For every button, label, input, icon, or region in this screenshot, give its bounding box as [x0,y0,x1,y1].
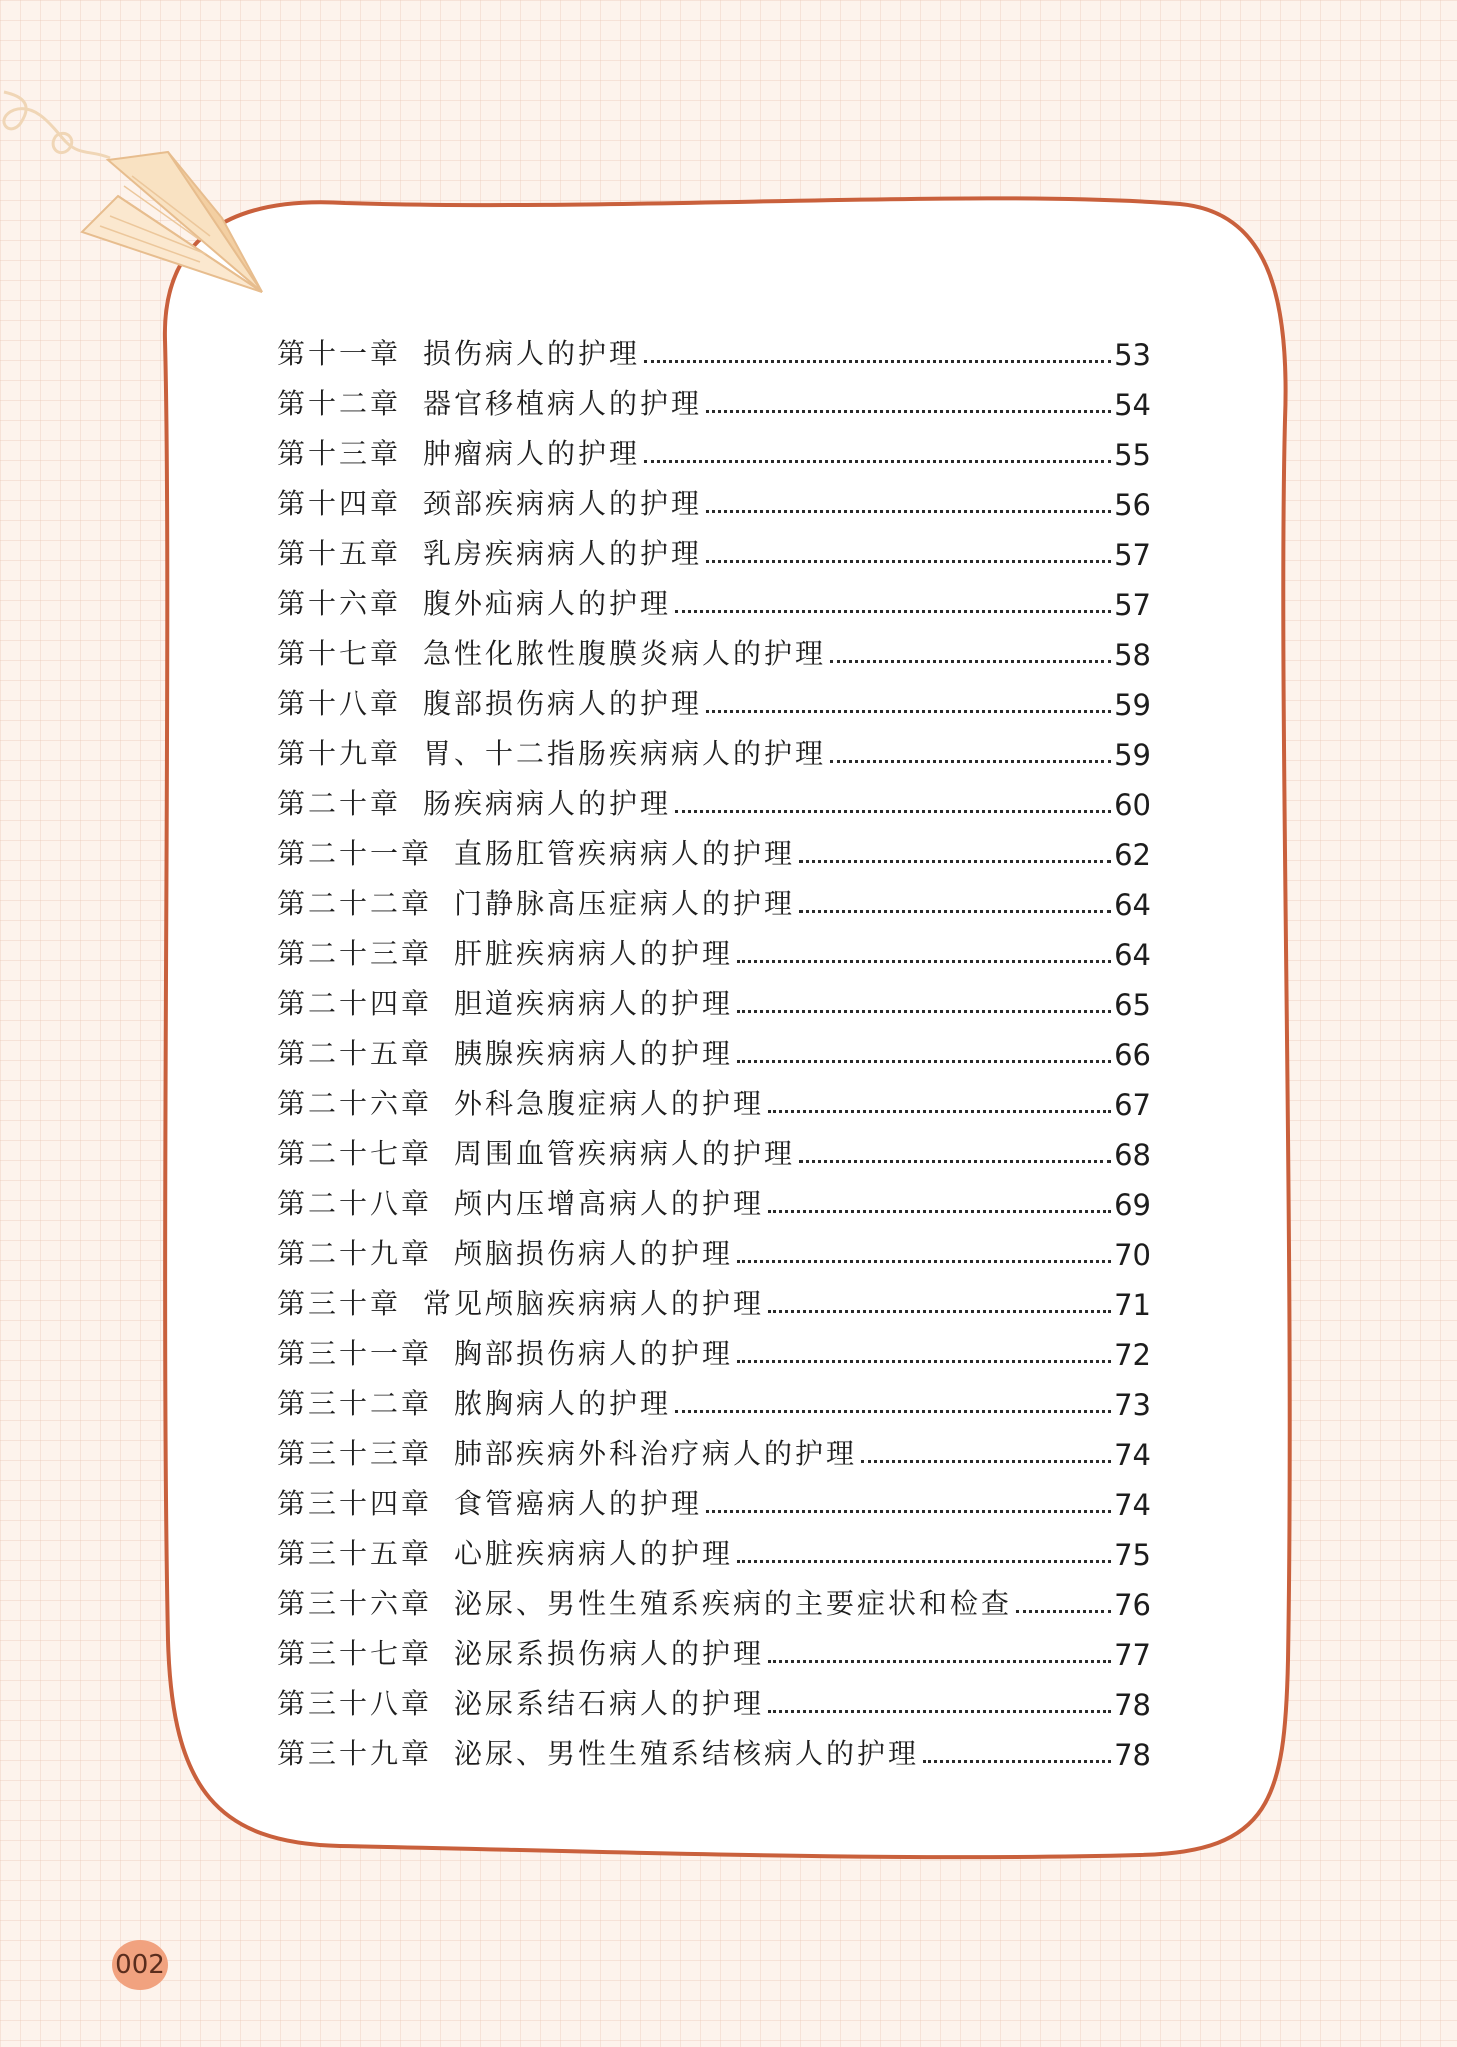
toc-chapter-number: 第三十七章 [277,1637,433,1670]
toc-dot-leader [644,360,1111,363]
toc-chapter-title: 泌尿系损伤病人的护理 [454,1637,765,1670]
toc-page-number: 71 [1114,1288,1151,1322]
toc-chapter-title: 急性化脓性腹膜炎病人的护理 [423,637,827,670]
toc-chapter-title: 胆道疾病病人的护理 [454,987,734,1020]
toc-dot-leader [706,410,1111,413]
toc-dot-leader [861,1460,1111,1463]
toc-entry[interactable] [277,1072,1151,1122]
toc-dot-leader [644,460,1111,463]
toc-chapter-title: 外科急腹症病人的护理 [454,1087,765,1120]
toc-page-number: 57 [1114,588,1151,622]
toc-chapter-number: 第二十二章 [277,887,433,920]
toc-chapter-title: 胰腺疾病病人的护理 [454,1037,734,1070]
toc-chapter-title: 肠疾病病人的护理 [423,787,672,820]
toc-entry[interactable] [277,1672,1151,1722]
toc-chapter-title: 食管癌病人的护理 [454,1487,703,1520]
toc-dot-leader [830,660,1111,663]
toc-page-number: 69 [1114,1188,1151,1222]
toc-entry[interactable] [277,672,1151,722]
toc-chapter-number: 第十六章 [277,587,402,620]
toc-page-number: 59 [1114,738,1151,772]
toc-entry[interactable] [277,372,1151,422]
toc-dot-leader [737,1560,1111,1563]
toc-entry[interactable] [277,1172,1151,1222]
toc-page-number: 65 [1114,988,1151,1022]
toc-chapter-number: 第二十九章 [277,1237,433,1270]
toc-page-number: 78 [1114,1738,1151,1772]
toc-entry[interactable] [277,872,1151,922]
toc-entry[interactable] [277,1522,1151,1572]
toc-dot-leader [706,1510,1111,1513]
toc-entry[interactable] [277,822,1151,872]
toc-chapter-number: 第十九章 [277,737,402,770]
toc-chapter-title: 腹部损伤病人的护理 [423,687,703,720]
table-of-contents [277,322,1151,1772]
toc-entry[interactable] [277,1272,1151,1322]
toc-chapter-title: 胸部损伤病人的护理 [454,1337,734,1370]
toc-chapter-title: 肝脏疾病病人的护理 [454,937,734,970]
toc-dot-leader [799,860,1111,863]
toc-chapter-title: 器官移植病人的护理 [423,387,703,420]
toc-entry[interactable] [277,1322,1151,1372]
toc-entry[interactable] [277,922,1151,972]
toc-chapter-number: 第十三章 [277,437,402,470]
toc-dot-leader [799,910,1111,913]
toc-dot-leader [706,510,1111,513]
toc-entry[interactable] [277,472,1151,522]
toc-entry[interactable] [277,972,1151,1022]
toc-dot-leader [737,1060,1111,1063]
toc-chapter-title: 直肠肛管疾病病人的护理 [454,837,796,870]
toc-dot-leader [923,1760,1111,1763]
toc-chapter-number: 第十一章 [277,337,402,370]
toc-chapter-title: 肺部疾病外科治疗病人的护理 [454,1437,858,1470]
toc-page-number: 76 [1114,1588,1151,1622]
toc-dot-leader [675,810,1111,813]
toc-chapter-title: 胃、十二指肠疾病病人的护理 [423,737,827,770]
toc-chapter-title: 泌尿、男性生殖系疾病的主要症状和检查 [454,1587,1013,1620]
toc-chapter-number: 第三十四章 [277,1487,433,1520]
toc-chapter-number: 第二十四章 [277,987,433,1020]
toc-page-number: 57 [1114,538,1151,572]
toc-page-number: 54 [1114,388,1151,422]
toc-dot-leader [675,610,1111,613]
toc-chapter-title: 泌尿系结石病人的护理 [454,1687,765,1720]
toc-chapter-number: 第二十八章 [277,1187,433,1220]
toc-page-number: 70 [1114,1238,1151,1272]
toc-chapter-title: 周围血管疾病病人的护理 [454,1137,796,1170]
toc-entry[interactable] [277,1472,1151,1522]
toc-chapter-number: 第二十一章 [277,837,433,870]
page-number: 002 [115,1950,165,1980]
toc-page-number: 77 [1114,1638,1151,1672]
toc-dot-leader [706,560,1111,563]
toc-chapter-title: 泌尿、男性生殖系结核病人的护理 [454,1737,920,1770]
toc-entry[interactable] [277,1422,1151,1472]
toc-page-number: 74 [1114,1488,1151,1522]
toc-entry[interactable] [277,322,1151,372]
toc-page-number: 74 [1114,1438,1151,1472]
toc-chapter-number: 第三十九章 [277,1737,433,1770]
toc-chapter-title: 乳房疾病病人的护理 [423,537,703,570]
toc-page-number: 56 [1114,488,1151,522]
toc-page-number: 68 [1114,1138,1151,1172]
toc-page-number: 73 [1114,1388,1151,1422]
toc-entry[interactable] [277,422,1151,472]
toc-chapter-number: 第三十五章 [277,1537,433,1570]
toc-entry[interactable] [277,1122,1151,1172]
toc-entry[interactable] [277,722,1151,772]
toc-chapter-number: 第三十八章 [277,1687,433,1720]
toc-chapter-number: 第十八章 [277,687,402,720]
toc-chapter-number: 第二十七章 [277,1137,433,1170]
toc-chapter-number: 第二十五章 [277,1037,433,1070]
toc-chapter-title: 颅内压增高病人的护理 [454,1187,765,1220]
toc-chapter-number: 第十七章 [277,637,402,670]
toc-dot-leader [737,960,1111,963]
toc-entry[interactable] [277,1022,1151,1072]
toc-page-number: 78 [1114,1688,1151,1722]
toc-chapter-number: 第十四章 [277,487,402,520]
toc-page-number: 75 [1114,1538,1151,1572]
toc-page-number: 72 [1114,1338,1151,1372]
page-number-badge [112,1940,168,1990]
toc-page-number: 66 [1114,1038,1151,1072]
toc-dot-leader [768,1310,1111,1313]
toc-chapter-number: 第二十六章 [277,1087,433,1120]
toc-dot-leader [737,1260,1111,1263]
toc-chapter-title: 腹外疝病人的护理 [423,587,672,620]
toc-dot-leader [737,1360,1111,1363]
toc-chapter-title: 门静脉高压症病人的护理 [454,887,796,920]
toc-dot-leader [706,710,1111,713]
toc-chapter-number: 第三十六章 [277,1587,433,1620]
toc-page-number: 62 [1114,838,1151,872]
toc-entry[interactable] [277,772,1151,822]
toc-chapter-title: 心脏疾病病人的护理 [454,1537,734,1570]
toc-entry[interactable] [277,1372,1151,1422]
toc-dot-leader [675,1410,1111,1413]
toc-dot-leader [737,1010,1111,1013]
toc-dot-leader [768,1110,1111,1113]
toc-page-number: 67 [1114,1088,1151,1122]
toc-chapter-title: 常见颅脑疾病病人的护理 [423,1287,765,1320]
toc-chapter-title: 肿瘤病人的护理 [423,437,641,470]
toc-dot-leader [768,1660,1111,1663]
toc-entry[interactable] [277,622,1151,672]
toc-page-number: 58 [1114,638,1151,672]
toc-chapter-number: 第三十章 [277,1287,402,1320]
toc-page-number: 53 [1114,338,1151,372]
toc-dot-leader [1016,1610,1111,1613]
toc-entry[interactable] [277,1622,1151,1672]
toc-entry[interactable] [277,572,1151,622]
toc-chapter-number: 第三十一章 [277,1337,433,1370]
toc-entry[interactable] [277,1572,1151,1622]
toc-dot-leader [768,1210,1111,1213]
toc-page-number: 60 [1114,788,1151,822]
toc-chapter-number: 第十二章 [277,387,402,420]
toc-dot-leader [830,760,1111,763]
toc-page-number: 64 [1114,888,1151,922]
toc-entry[interactable] [277,522,1151,572]
toc-chapter-number: 第二十三章 [277,937,433,970]
toc-chapter-number: 第三十二章 [277,1387,433,1420]
toc-page-number: 59 [1114,688,1151,722]
toc-chapter-number: 第十五章 [277,537,402,570]
toc-entry[interactable] [277,1222,1151,1272]
toc-dot-leader [799,1160,1111,1163]
toc-chapter-title: 颈部疾病病人的护理 [423,487,703,520]
toc-chapter-title: 损伤病人的护理 [423,337,641,370]
toc-page-number: 64 [1114,938,1151,972]
toc-chapter-number: 第二十章 [277,787,402,820]
toc-page-number: 55 [1114,438,1151,472]
toc-entry[interactable] [277,1722,1151,1772]
toc-chapter-number: 第三十三章 [277,1437,433,1470]
toc-chapter-title: 颅脑损伤病人的护理 [454,1237,734,1270]
toc-chapter-title: 脓胸病人的护理 [454,1387,672,1420]
toc-dot-leader [768,1710,1111,1713]
